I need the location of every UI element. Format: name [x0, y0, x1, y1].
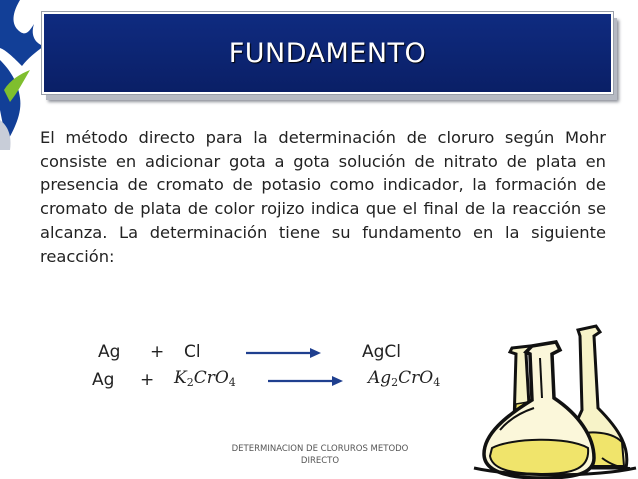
- reaction2-product: [368, 368, 440, 389]
- arrow-icon: [268, 374, 344, 388]
- title-banner: [42, 12, 613, 94]
- body-paragraph: El método directo para la determinación de cloruro según Mohr consiste en adicionar gota a gota solución de nitrato de plata en presencia de cromato de potasio como indicador, la formación de cromato de plata de color rojizo indica que el final de la reacción se alcanza. La determinación tiene su fundamento en la siguiente reacción:: [40, 128, 606, 266]
- reactant-b-k: K: [174, 368, 187, 388]
- product-cro: CrO: [398, 368, 434, 388]
- slide-title: FUNDAMENTO: [228, 37, 427, 69]
- reactant-b-cro-sub: 4: [228, 376, 236, 389]
- arrow-icon: [246, 346, 322, 360]
- reaction2-plus: +: [140, 370, 155, 390]
- reaction2-reactant-a: Ag: [92, 370, 115, 390]
- laboratory-flasks-icon: [470, 318, 638, 479]
- reaction1-reactant-a: Ag: [98, 342, 121, 362]
- reaction1-reactant-b: Cl: [184, 342, 201, 362]
- reactant-b-k-sub: 2: [186, 376, 194, 389]
- product-ag: Ag: [368, 368, 392, 388]
- footer-text: DETERMINACION DE CLORUROS METODO DIRECTO: [231, 444, 409, 466]
- reactant-b-cro: CrO: [193, 368, 229, 388]
- product-cro-sub: 4: [433, 376, 441, 389]
- reaction1-product: AgCl: [362, 342, 402, 362]
- reaction2-reactant-b: [174, 368, 236, 389]
- product-ag-sub: 2: [391, 376, 399, 389]
- reaction1-plus: +: [150, 342, 165, 362]
